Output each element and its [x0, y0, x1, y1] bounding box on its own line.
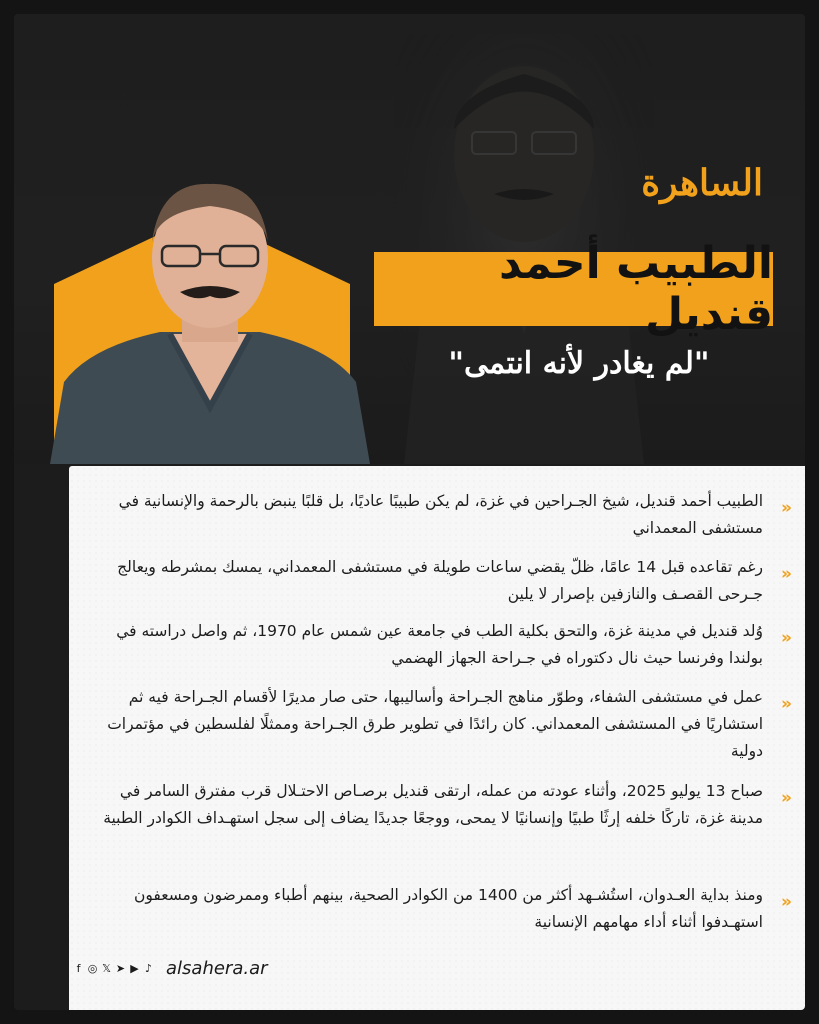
facebook-icon[interactable]: f [76, 962, 81, 975]
content-card [69, 466, 805, 1010]
bullet-icon: » [781, 564, 789, 584]
tiktok-icon[interactable]: ♪ [144, 962, 153, 975]
bullet-icon: » [781, 788, 789, 808]
bullet-icon: » [781, 628, 789, 648]
page-title: الطبيب أحمد قنديل [499, 238, 773, 340]
hero-section [14, 14, 805, 464]
paragraph: ومنذ بداية العـدوان، استُشـهد أكثر من 1400 من الكوادر الصحية، بينهم أطباء وممرضون ومسعفون استهـدفوا أثناء أداء مهامهم الإنسانية [134, 886, 763, 931]
brand-logo-text: الساهرة [641, 162, 763, 204]
social-handle[interactable]: alsahera.ar [166, 958, 268, 979]
paragraph: الطبيب أحمد قنديل، شيخ الجـراحين في غزة، لم يكن طبيبًا عاديًا، بل قلبًا ينبض بالرحمة والإنسانية في مستشفى المعمداني [118, 492, 763, 537]
youtube-icon[interactable]: ▶ [130, 962, 139, 975]
paragraph: صباح 13 يوليو 2025، وأثناء عودته من عمله، ارتقى قنديل برصـاص الاحتـلال قرب مفترق السامر في مدينة غزة، تاركًا خلفه إرثًا طبيًا وإنسانيًا لا يمحى، ووجعًا جديدًا يضاف إلى سجل استهـداف الكوادر الطبية [103, 782, 763, 827]
quote-text: "لم يغادر لأنه انتمى" [448, 346, 710, 381]
instagram-icon[interactable]: ◎ [87, 962, 98, 975]
bullet-icon: » [781, 892, 789, 912]
paragraph: رغم تقاعده قبل 14 عامًا، ظلّ يقضي ساعات طويلة في مستشفى المعمداني، يمسك بمشرطه ويعالج جـرحى القصـف والنازفين بإصرار لا يلين [117, 558, 763, 603]
x-icon[interactable]: 𝕏 [102, 962, 111, 975]
telegram-icon[interactable]: ➤ [115, 962, 126, 975]
footer [73, 958, 268, 979]
paragraph: وُلد قنديل في مدينة غزة، والتحق بكلية الطب في جامعة عين شمس عام 1970، ثم واصل دراسته في بولندا وفرنسا حيث نال دكتوراه في جـراحة الجهاز الهضمي [116, 622, 763, 667]
doctor-portrait [50, 172, 370, 464]
social-links [73, 962, 154, 975]
bullet-icon: » [781, 694, 789, 714]
title-banner [374, 238, 773, 340]
bullet-icon: » [781, 498, 789, 518]
paragraph: عمل في مستشفى الشفاء، وطوّر مناهج الجـراحة وأساليبها، حتى صار مديرًا لأقسام الجـراحة فيه ثم استشاريًا في المستشفى المعمداني. كان رائدًا في تطوير طرق الجـراحة وممثلًا لفلسطين في مؤتمرات دولية [107, 688, 763, 760]
poster [14, 14, 805, 1010]
